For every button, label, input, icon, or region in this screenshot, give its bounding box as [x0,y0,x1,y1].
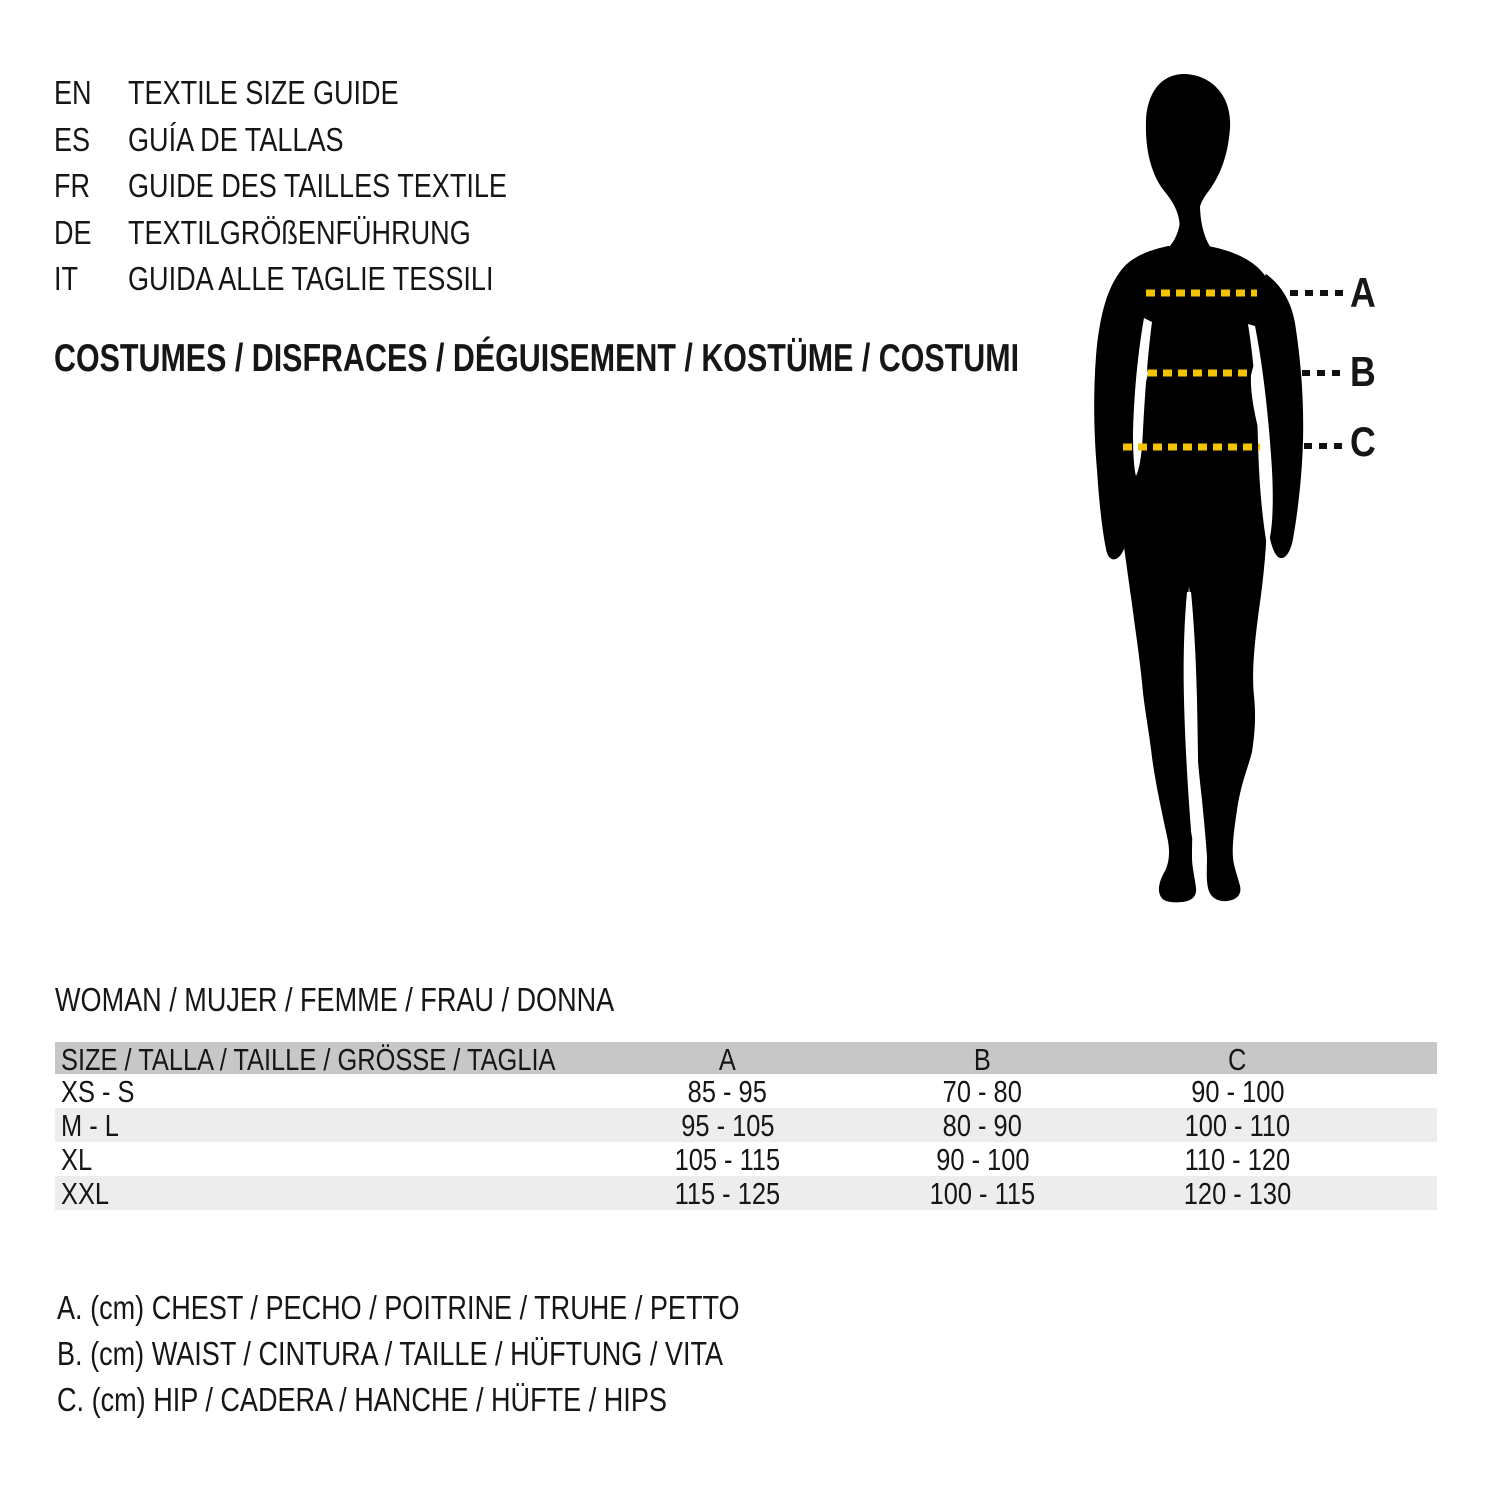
header-a: A [719,1042,736,1077]
legend-chest: A. (cm) CHEST / PECHO / POITRINE / TRUHE / PETTO [57,1289,740,1326]
measure-label-b: B [1350,348,1376,395]
measure-label-a: A [1350,269,1376,316]
language-code: IT [54,260,79,297]
language-row-de [54,210,590,257]
language-label: GUIDE DES TAILLES TEXTILE [128,167,507,204]
language-row-it [54,256,590,303]
section-title-woman: WOMAN / MUJER / FEMME / FRAU / DONNA [55,981,615,1018]
table-row-xl: XL 105 - 115 90 - 100 110 - 120 [61,1142,1291,1177]
language-row-fr [54,163,590,210]
language-row-en [54,70,590,117]
category-line: COSTUMES / DISFRACES / DÉGUISEMENT / KOSTÜME / COSTUMI [54,337,1020,380]
measure-label-c: C [1350,418,1376,465]
legend-waist: B. (cm) WAIST / CINTURA / TAILLE / HÜFTUNG / VITA [57,1335,724,1372]
woman-silhouette [1040,60,1500,920]
size-table-header [55,1042,1437,1077]
language-code: FR [54,167,91,204]
measurement-legend [57,1285,889,1423]
language-list [54,70,590,303]
language-label: GUÍA DE TALLAS [128,120,344,158]
header-c: C [1228,1042,1247,1077]
language-code: EN [54,74,92,111]
header-size: SIZE / TALLA / TAILLE / GRÖSSE / TAGLIA [61,1042,556,1077]
language-code: ES [54,120,91,158]
size-table-body [55,1074,1437,1210]
size-table [55,1042,1437,1210]
header-b: B [974,1042,991,1077]
legend-hip: C. (cm) HIP / CADERA / HANCHE / HÜFTE / HIPS [57,1381,667,1418]
language-label: GUIDA ALLE TAGLIE TESSILI [128,260,494,297]
language-code: DE [54,213,92,251]
language-row-es [54,117,590,164]
language-label: TEXTILE SIZE GUIDE [128,74,399,111]
table-row-xs-s: XS - S 85 - 95 70 - 80 90 - 100 [61,1074,1285,1109]
table-row-m-l: M - L 95 - 105 80 - 90 100 - 110 [55,1108,1437,1142]
language-label: TEXTILGRÖßENFÜHRUNG [128,213,471,251]
table-row-xxl: XXL 115 - 125 100 - 115 120 - 130 [55,1176,1437,1210]
